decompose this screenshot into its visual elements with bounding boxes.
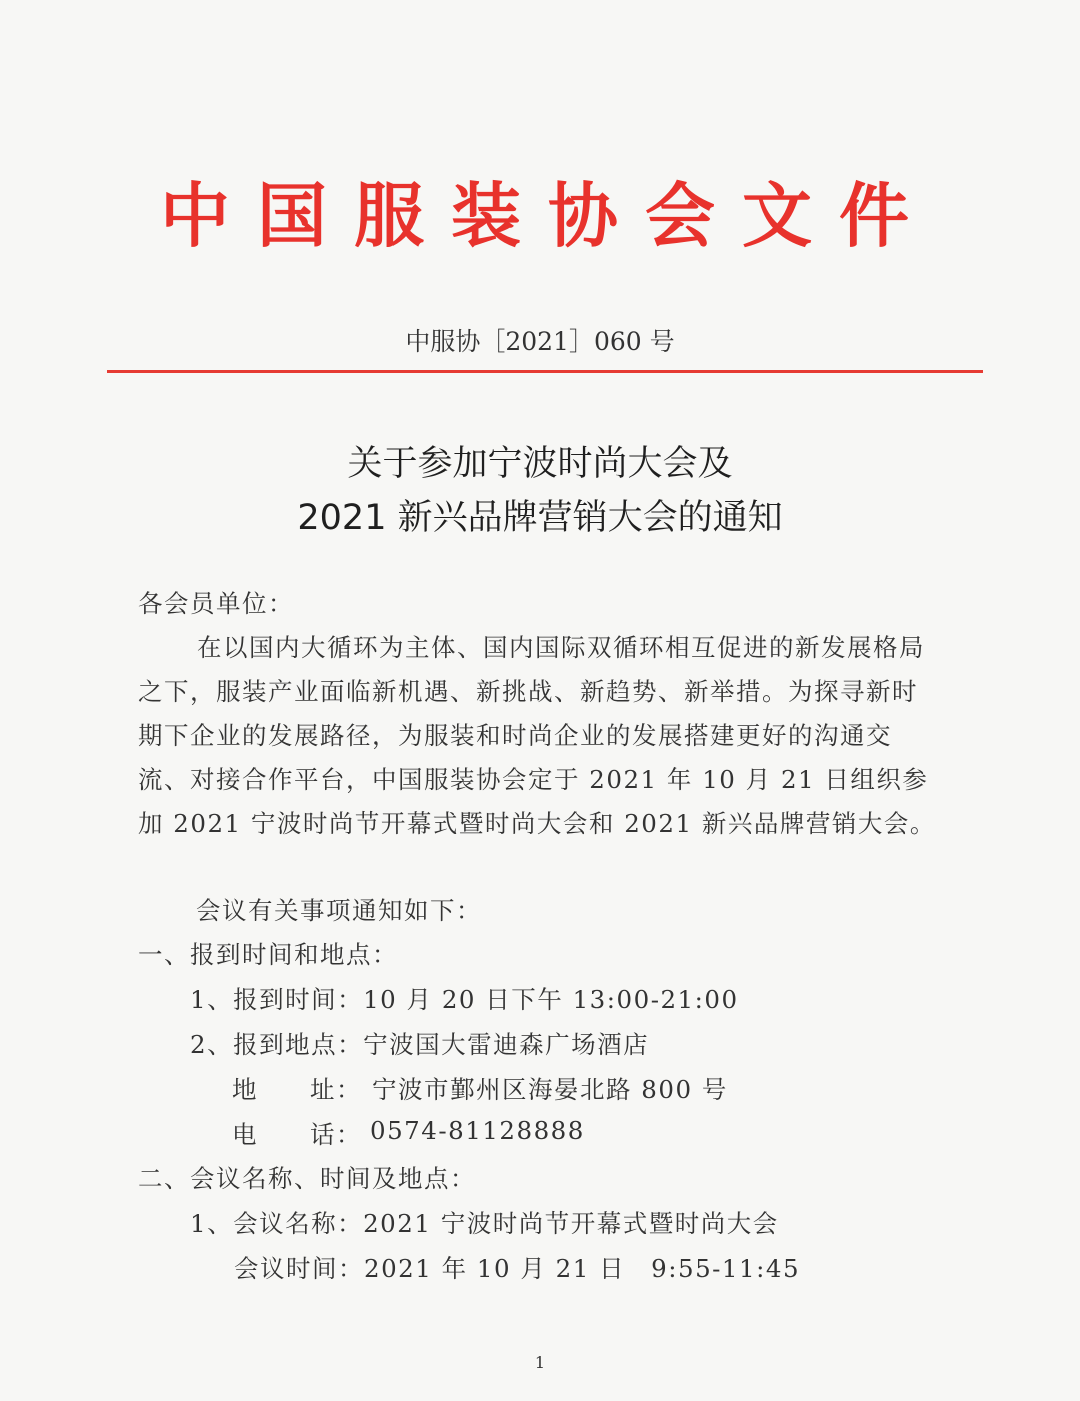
phone-label: 电 话： xyxy=(232,1120,362,1149)
section2-heading: 二、会议名称、时间及地点： xyxy=(138,1164,476,1193)
intro-line: 会议有关事项通知如下： xyxy=(196,896,482,925)
salutation: 各会员单位： xyxy=(138,589,294,618)
section1-item2: 2、报到地点：宁波国大雷迪森广场酒店 xyxy=(190,1030,650,1059)
section1-item1: 1、报到时间：10 月 20 日下午 13:00-21:00 xyxy=(190,985,739,1014)
phone-value: 0574-81128888 xyxy=(370,1116,585,1145)
address-label: 地 址： xyxy=(232,1075,362,1104)
section2-item1: 1、会议名称：2021 宁波时尚节开幕式暨时尚大会 xyxy=(190,1209,779,1238)
address-value: 宁波市鄞州区海晏北路 800 号 xyxy=(372,1075,728,1104)
section2-time: 会议时间：2021 年 10 月 21 日 9:55-11:45 xyxy=(234,1254,801,1283)
page-number: 1 xyxy=(534,1353,546,1372)
notice-title-line1: 关于参加宁波时尚大会及 xyxy=(347,444,733,484)
header-divider xyxy=(107,370,983,373)
notice-title-line2: 2021 新兴品牌营销大会的通知 xyxy=(297,498,783,538)
document-number: 中服协［2021］060 号 xyxy=(405,327,675,356)
org-header-title: 中国服装协会文件 xyxy=(160,174,936,257)
body-paragraph: 在以国内大循环为主体、国内国际双循环相互促进的新发展格局之下，服装产业面临新机遇、新挑战、新趋势、新举措。为探寻新时期下企业的发展路径，为服装和时尚企业的发展搭建更好的沟通交流、对接合作平台，中国服装协会定于 2021 年 10 月 21 日组织参加 2021 宁波时尚节开幕式暨时尚大会和 2021 新兴品牌营销大会。 xyxy=(138,633,936,838)
section1-heading: 一、报到时间和地点： xyxy=(138,940,398,969)
